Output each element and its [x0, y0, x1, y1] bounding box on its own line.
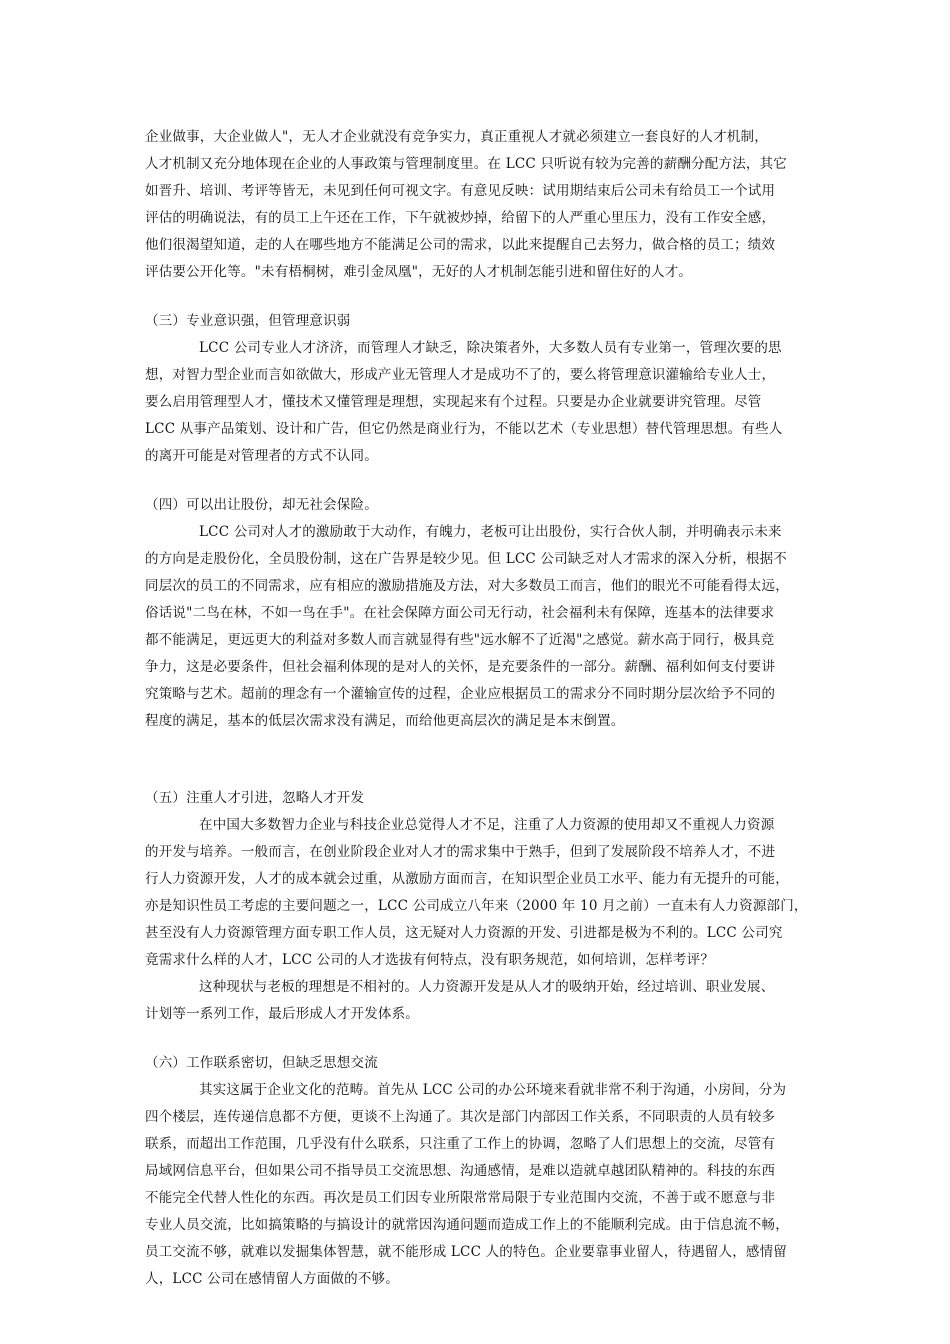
section-heading-5: （五）注重人才引进，忽略人才开发 [145, 790, 365, 806]
text-line: 这种现状与老板的理想是不相衬的。人力资源开发是从人才的吸纳开始，经过培训、职业发展、 [199, 979, 775, 995]
text-line: 同层次的员工的不同需求，应有相应的激励措施及方法，对大多数员工而言，他们的眼光不可能看得太远， [145, 578, 789, 594]
section-6-paragraph [145, 1077, 805, 1293]
text-line: 四个楼层，连传递信息都不方便，更谈不上沟通了。其次是部门内部因工作关系，不同职责的人员有较多 [145, 1109, 776, 1125]
text-line: 俗话说"二鸟在林，不如一鸟在手"。在社会保障方面公司无行动，社会福利未有保障，连基本的法律要求 [145, 605, 775, 621]
text-line: 亦是知识性员工考虑的主要问题之一，LCC 公司成立八年来（2000 年 10 月之前）一直未有人力资源部门， [145, 898, 808, 914]
text-line: 计划等一系列工作，最后形成人才开发体系。 [145, 1006, 419, 1022]
text-line: 人，LCC 公司在感情留人方面做的不够。 [145, 1271, 399, 1287]
text-line: 的开发与培养。一般而言，在创业阶段企业对人才的需求集中于熟手，但到了发展阶段不培养人才，不进 [145, 844, 776, 860]
section-3-paragraph [145, 335, 805, 470]
text-line: 要么启用管理型人才，懂技术又懂管理是理想，实现起来有个过程。只要是办企业就要讲究管理。尽管 [145, 394, 762, 410]
text-line: 竟需求什么样的人才，LCC 公司的人才选拔有何特点，没有职务规范，如何培训，怎样考评？ [145, 952, 715, 968]
section-heading-4: （四）可以出让股份，却无社会保险。 [145, 497, 378, 513]
document-page [145, 124, 808, 1293]
text-line: 不能完全代替人性化的东西。再次是员工们因专业所限常常局限于专业范围内交流，不善于或不愿意与非 [145, 1190, 776, 1206]
text-line: 评估的明确说法，有的员工上午还在工作，下午就被炒掉，给留下的人严重心里压力，没有工作安全感， [145, 210, 776, 226]
paragraph-continued [145, 124, 805, 286]
text-line: 员工交流不够，就难以发掘集体智慧，就不能形成 LCC 人的特色。企业要靠事业留人，待遇留人，感情留 [145, 1244, 788, 1260]
text-line: 都不能满足，更远更大的利益对多数人而言就显得有些"远水解不了近渴"之感觉。薪水高于同行，极具竞 [145, 632, 775, 648]
text-line: 行人力资源开发，人才的成本就会过重，从激励方面而言，在知识型企业员工水平、能力有无提升的可能， [145, 871, 789, 887]
text-line: 的离开可能是对管理者的方式不认同。 [145, 448, 378, 464]
text-line: 局域网信息平台，但如果公司不指导员工交流思想、沟通感情，是难以造就卓越团队精神的。科技的东西 [145, 1163, 776, 1179]
text-line: LCC 从事产品策划、设计和广告，但它仍然是商业行为，不能以艺术（专业思想）替代管理思想。有些人 [145, 421, 783, 437]
text-line: LCC 公司专业人才济济，而管理人才缺乏，除决策者外，大多数人员有专业第一，管理次要的思 [199, 340, 782, 356]
text-line: 人才机制又充分地体现在企业的人事政策与管理制度里。在 LCC 只听说有较为完善的薪酬分配方法，其它 [145, 156, 788, 172]
text-line: 企业做事，大企业做人"，无人才企业就没有竞争实力，真正重视人才就必须建立一套良好的人才机制， [145, 129, 768, 145]
section-5-paragraph-2 [145, 974, 805, 1028]
text-line: 争力，这是必要条件，但社会福利体现的是对人的关怀，是充要条件的一部分。薪酬、福利如何支付要讲 [145, 659, 776, 675]
text-line: 专业人员交流，比如搞策略的与搞设计的就常因沟通问题而造成工作上的不能顺利完成。由于信息流不畅， [145, 1217, 789, 1233]
text-line: 评估要公开化等。"未有梧桐树，难引金凤凰"，无好的人才机制怎能引进和留住好的人才。 [145, 264, 693, 280]
section-heading-3: （三）专业意识强，但管理意识弱 [145, 313, 351, 329]
text-line: 甚至没有人力资源管理方面专职工作人员，这无疑对人力资源的开发、引进都是极为不利的。LCC 公司究 [145, 925, 783, 941]
section-4-paragraph [145, 519, 805, 735]
text-line: 的方向是走股份化，全员股份制，这在广告界是较少见。但 LCC 公司缺乏对人才需求的深入分析，根据不 [145, 551, 788, 567]
text-line: 程度的满足，基本的低层次需求没有满足，而给他更高层次的满足是本末倒置。 [145, 713, 625, 729]
text-line: LCC 公司对人才的激励敢于大动作，有魄力，老板可让出股份，实行合伙人制，并明确表示未来 [199, 524, 782, 540]
section-5-paragraph [145, 812, 808, 974]
text-line: 在中国大多数智力企业与科技企业总觉得人才不足，注重了人力资源的使用却又不重视人力资源 [199, 817, 775, 833]
text-line: 其实这属于企业文化的范畴。首先从 LCC 公司的办公环境来看就非常不利于沟通，小房间，分为 [199, 1082, 787, 1098]
text-line: 究策略与艺术。超前的理念有一个灌输宣传的过程，企业应根据员工的需求分不同时期分层次给予不同的 [145, 686, 776, 702]
text-line: 他们很渴望知道，走的人在哪些地方不能满足公司的需求，以此来提醒自己去努力，做合格的员工；绩效 [145, 237, 776, 253]
section-heading-6: （六）工作联系密切，但缺乏思想交流 [145, 1055, 378, 1071]
text-line: 想，对智力型企业而言如欲做大，形成产业无管理人才是成功不了的，要么将管理意识灌输给专业人士， [145, 367, 776, 383]
text-line: 如晋升、培训、考评等皆无，未见到任何可视文字。有意见反映：试用期结束后公司未有给员工一个试用 [145, 183, 776, 199]
text-line: 联系，而超出工作范围，几乎没有什么联系，只注重了工作上的协调，忽略了人们思想上的交流，尽管有 [145, 1136, 776, 1152]
